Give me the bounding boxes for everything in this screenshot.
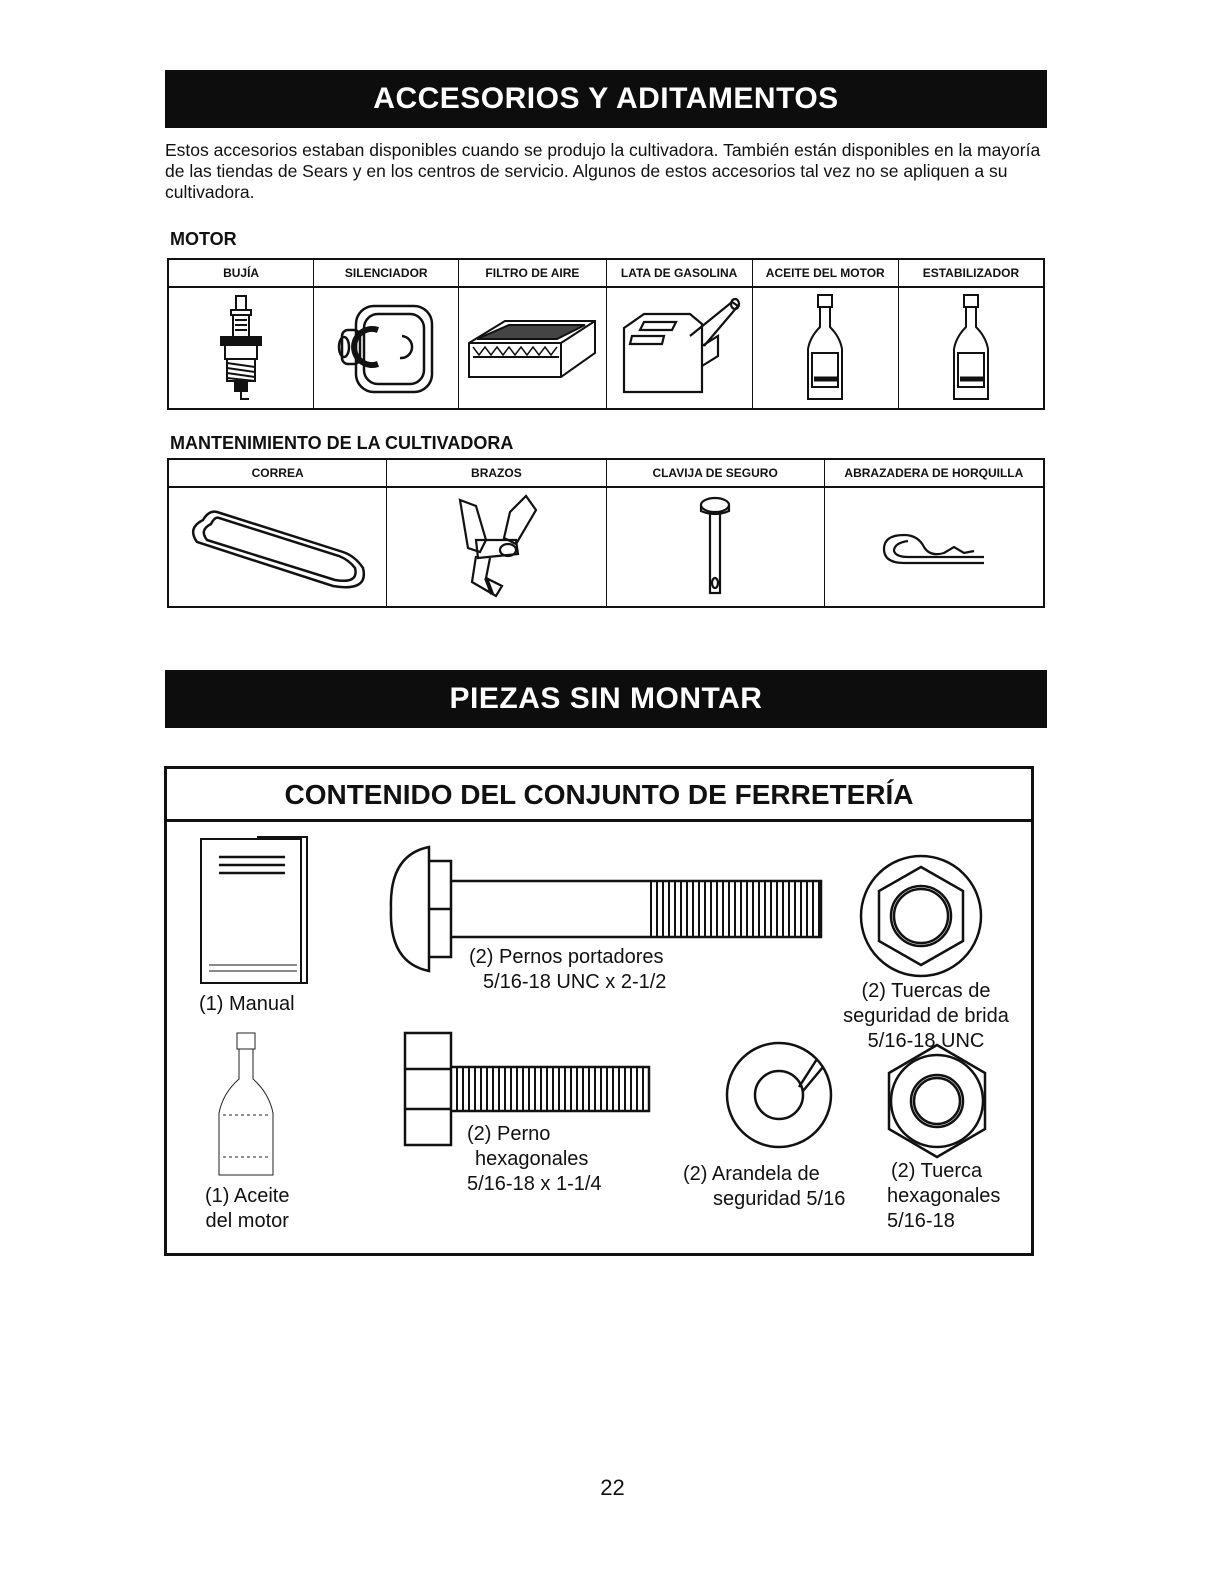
manual-icon bbox=[197, 835, 309, 990]
muffler-icon bbox=[314, 288, 458, 408]
accessories-intro: Estos accesorios estaban disponibles cuando se produjo la cultivadora. También están disponibles en la mayoría de las tiendas de Sears y en los centros de servicio. Algunos de estos accesorios tal vez no se apliquen a su cultivadora. bbox=[165, 140, 1041, 202]
air-filter-icon bbox=[459, 288, 605, 408]
maintenance-accessories-grid bbox=[167, 458, 1045, 608]
motor-item bbox=[607, 260, 753, 408]
motor-item-label: FILTRO DE AIRE bbox=[459, 260, 605, 288]
manual-caption: (1) Manual bbox=[199, 993, 295, 1015]
clevis-pin-icon bbox=[607, 488, 824, 606]
oil-bottle-icon bbox=[753, 288, 898, 408]
oil-bottle-icon bbox=[211, 1031, 281, 1186]
motor-item-label: BUJÍA bbox=[169, 260, 313, 288]
page-number: 22 bbox=[600, 1475, 625, 1500]
hex-nut-icon bbox=[877, 1041, 997, 1166]
hardware-pack-box bbox=[164, 766, 1034, 1256]
maintenance-item-label: CLAVIJA DE SEGURO bbox=[607, 460, 824, 488]
flange-nut-icon bbox=[851, 851, 991, 986]
maintenance-item bbox=[169, 460, 387, 606]
motor-section-label: MOTOR bbox=[170, 229, 237, 249]
gas-can-icon bbox=[607, 288, 752, 408]
motor-item bbox=[459, 260, 606, 408]
motor-item bbox=[169, 260, 314, 408]
tines-icon bbox=[387, 488, 605, 606]
hardware-pack-title: CONTENIDO DEL CONJUNTO DE FERRETERÍA bbox=[167, 769, 1031, 822]
maintenance-item-label: CORREA bbox=[169, 460, 386, 488]
carriage-bolts-caption: (2) Pernos portadores 5/16-18 UNC x 2-1/2 bbox=[469, 946, 667, 993]
stabilizer-bottle-icon bbox=[899, 288, 1043, 408]
maintenance-item bbox=[825, 460, 1043, 606]
maintenance-item bbox=[607, 460, 825, 606]
loose-parts-banner: PIEZAS SIN MONTAR bbox=[165, 670, 1047, 728]
hex-bolts-caption: (2) Perno hexagonales 5/16-18 x 1-1/4 bbox=[467, 1123, 602, 1195]
lock-washers-caption: (2) Arandela de seguridad 5/16 bbox=[683, 1163, 846, 1210]
maintenance-item bbox=[387, 460, 606, 606]
motor-item bbox=[753, 260, 899, 408]
accessories-banner: ACCESORIOS Y ADITAMENTOS bbox=[165, 70, 1047, 128]
hex-nuts-caption: (2) Tuerca hexagonales 5/16-18 bbox=[887, 1160, 1001, 1232]
motor-accessories-grid bbox=[167, 258, 1045, 410]
maintenance-item-label: ABRAZADERA DE HORQUILLA bbox=[825, 460, 1043, 488]
motor-item bbox=[314, 260, 459, 408]
lock-washer-icon bbox=[719, 1035, 839, 1160]
maintenance-item-label: BRAZOS bbox=[387, 460, 605, 488]
motor-item-label: SILENCIADOR bbox=[314, 260, 458, 288]
motor-item-label: ACEITE DEL MOTOR bbox=[753, 260, 898, 288]
oil-caption: (1) Aceite del motor bbox=[205, 1185, 290, 1232]
spark-plug-icon bbox=[169, 288, 313, 408]
belt-icon bbox=[169, 488, 386, 606]
motor-item-label: ESTABILIZADOR bbox=[899, 260, 1043, 288]
motor-item-label: LATA DE GASOLINA bbox=[607, 260, 752, 288]
hairpin-clip-icon bbox=[825, 488, 1043, 606]
motor-item bbox=[899, 260, 1043, 408]
maintenance-section-label: MANTENIMIENTO DE LA CULTIVADORA bbox=[170, 433, 514, 453]
flange-nuts-caption: (2) Tuercas de seguridad de brida 5/16-18 UNC bbox=[843, 980, 1009, 1052]
